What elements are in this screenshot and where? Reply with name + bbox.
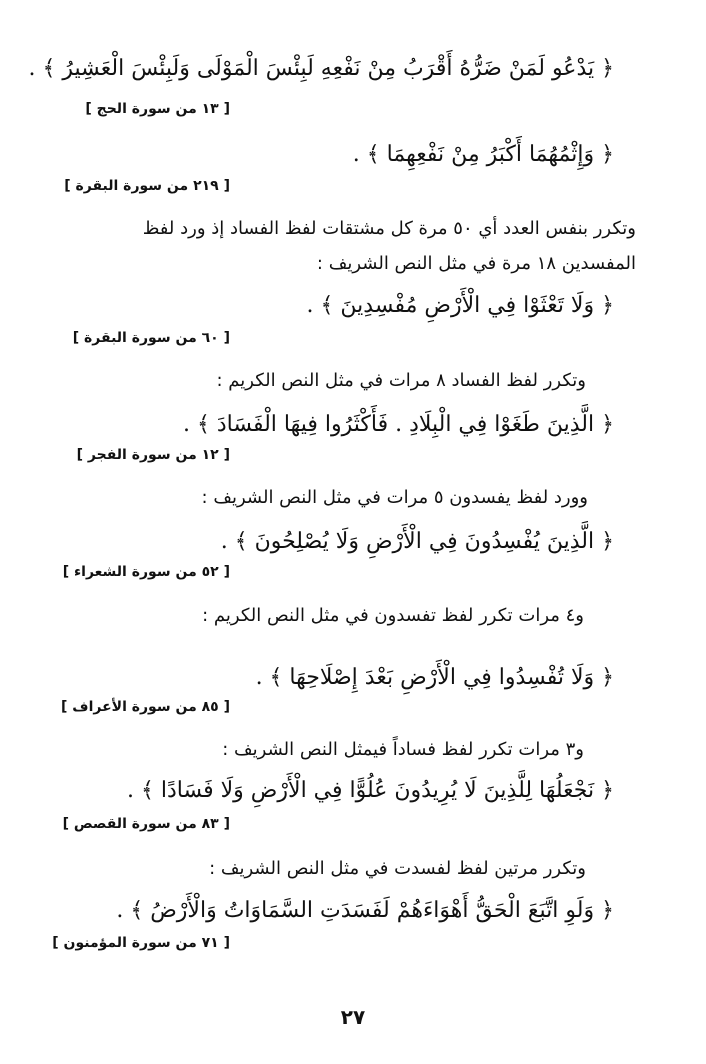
reference-1: [ ١٣ من سورة الحج ] [85, 101, 230, 117]
verse-4: ﴿ الَّذِينَ طَغَوْا فِي الْبِلَادِ . فَأَكْثَرُوا فِيهَا الْفَسَادَ ﴾ . [182, 412, 614, 437]
verse-5: ﴿ الَّذِينَ يُفْسِدُونَ فِي الْأَرْضِ وَلَا يُصْلِحُونَ ﴾ . [220, 529, 614, 554]
reference-4: [ ١٢ من سورة الفجر ] [76, 447, 230, 463]
reference-8: [ ٧١ من سورة المؤمنون ] [52, 935, 230, 951]
reference-6: [ ٨٥ من سورة الأعراف ] [61, 699, 230, 715]
reference-5: [ ٥٢ من سورة الشعراء ] [62, 564, 230, 580]
reference-3: [ ٦٠ من سورة البقرة ] [72, 330, 230, 346]
verse-2: ﴿ وَإِثْمُهُمَا أَكْبَرُ مِنْ نَفْعِهِمَا ﴾ . [352, 142, 614, 167]
verse-7: ﴿ نَجْعَلُهَا لِلَّذِينَ لَا يُرِيدُونَ عُلُوًّا فِي الْأَرْضِ وَلَا فَسَادًا ﴾ . [127, 778, 614, 803]
verse-8: ﴿ وَلَوِ اتَّبَعَ الْحَقُّ أَهْوَاءَهُمْ لَفَسَدَتِ السَّمَاوَاتُ وَالْأَرْضُ ﴾ . [116, 898, 614, 923]
prose-1-line-1: وتكرر بنفس العدد أي ٥٠ مرة كل مشتقات لفظ الفساد إذ ورد لفظ [142, 218, 636, 239]
prose-3: وورد لفظ يفسدون ٥ مرات في مثل النص الشريف : [201, 487, 588, 508]
prose-2: وتكرر لفظ الفساد ٨ مرات في مثل النص الكريم : [216, 370, 586, 391]
reference-7: [ ٨٣ من سورة القصص ] [62, 816, 230, 832]
verse-1: ﴿ يَدْعُو لَمَنْ ضَرُّهُ أَقْرَبُ مِنْ نَفْعِهِ لَبِئْسَ الْمَوْلَى وَلَبِئْسَ الْعَشِيرُ ﴾ . [28, 56, 614, 81]
verse-6: ﴿ وَلَا تُفْسِدُوا فِي الْأَرْضِ بَعْدَ إِصْلَاحِهَا ﴾ . [255, 665, 614, 690]
prose-6: وتكرر مرتين لفظ لفسدت في مثل النص الشريف : [209, 858, 586, 879]
verse-3: ﴿ وَلَا تَعْثَوْا فِي الْأَرْضِ مُفْسِدِينَ ﴾ . [306, 293, 614, 318]
reference-2: [ ٢١٩ من سورة البقرة ] [64, 178, 230, 194]
page-number: ٢٧ [340, 1005, 366, 1029]
prose-5: و٣ مرات تكرر لفظ فساداً فيمثل النص الشريف : [222, 739, 584, 760]
prose-1-line-2: المفسدين ١٨ مرة في مثل النص الشريف : [316, 253, 636, 274]
prose-4: و٤ مرات تكرر لفظ تفسدون في مثل النص الكريم : [202, 605, 584, 626]
